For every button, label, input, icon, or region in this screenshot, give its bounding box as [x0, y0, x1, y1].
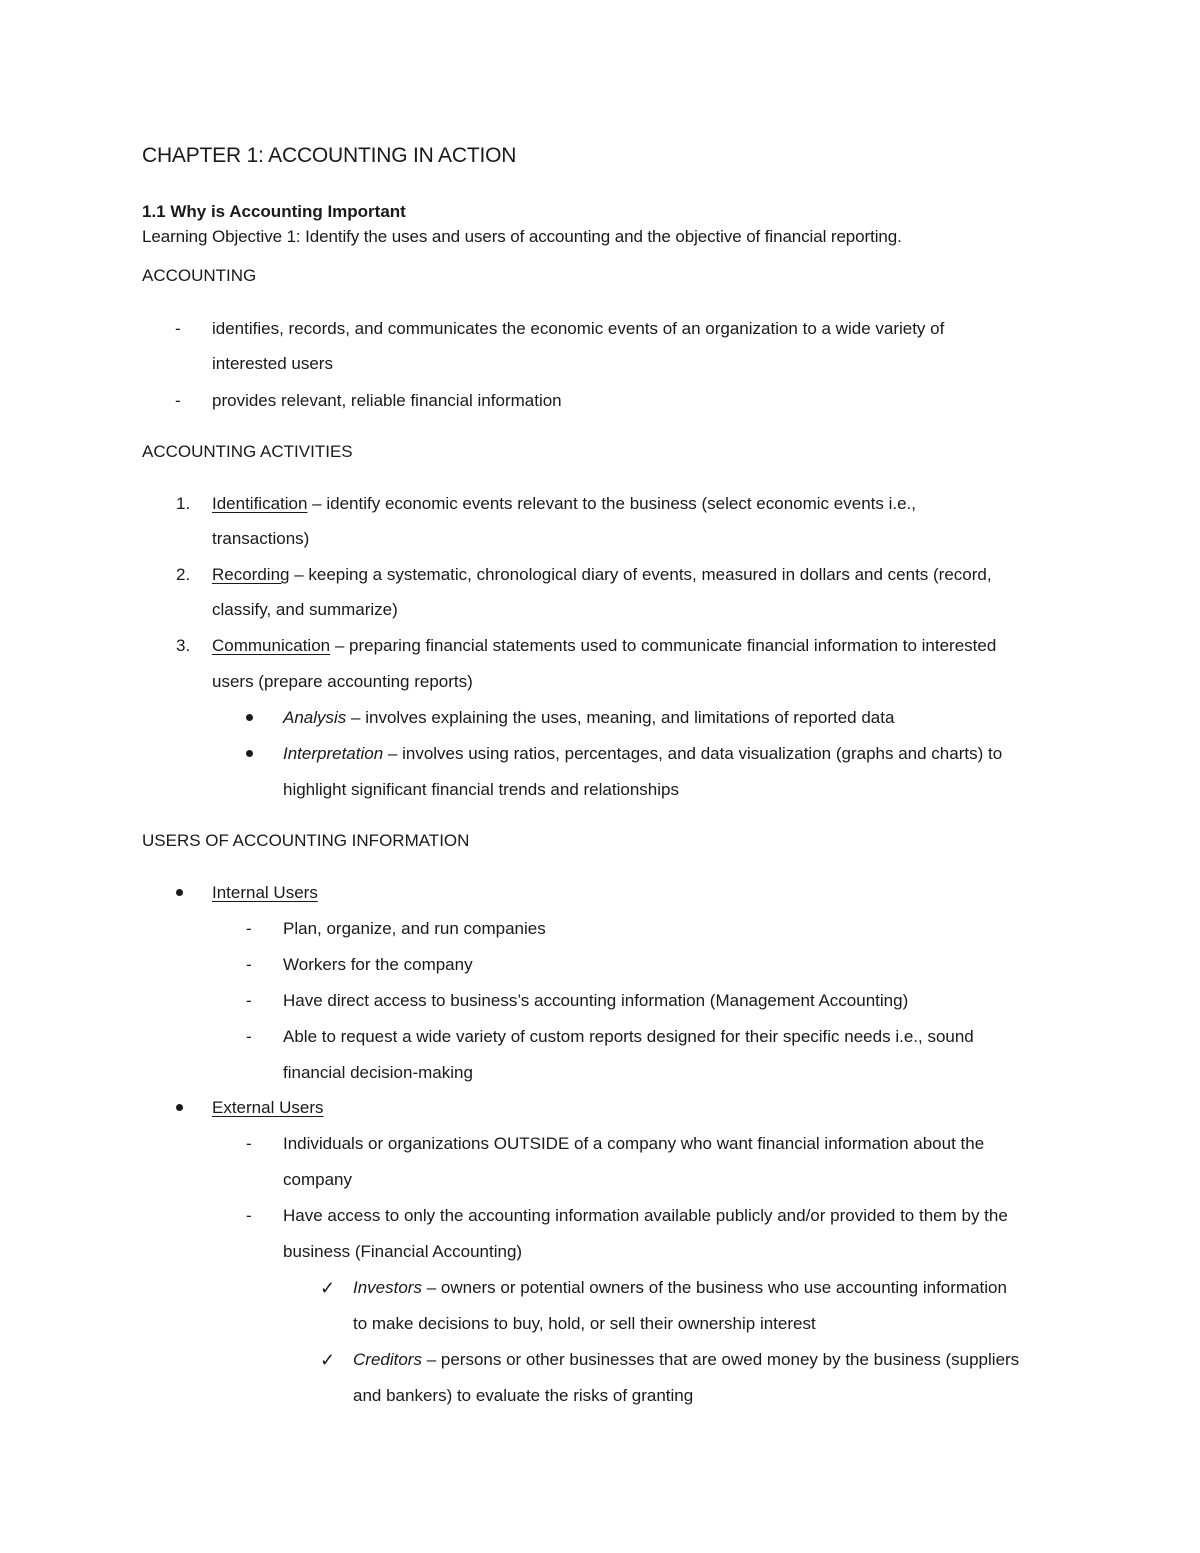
activity-item-3-line2: users (prepare accounting reports) [212, 672, 473, 691]
dash-bullet: - [246, 991, 252, 1010]
external-group-term: Investors [353, 1278, 422, 1297]
accounting-heading: ACCOUNTING [142, 266, 257, 285]
external-item-2-line1: Have access to only the accounting information available publicly and/or provided to them by the [283, 1206, 1008, 1225]
round-bullet [246, 750, 253, 757]
list-number: 2. [176, 565, 191, 584]
internal-item-2: Workers for the company [283, 955, 473, 974]
activity-term: Communication [212, 636, 331, 655]
dash-bullet: - [246, 955, 252, 974]
users-heading: USERS OF ACCOUNTING INFORMATION [142, 831, 470, 850]
internal-item-1: Plan, organize, and run companies [283, 919, 546, 938]
activity-item-3-line1: Communication – preparing financial statements used to communicate financial information to interested [212, 636, 997, 655]
section-heading: 1.1 Why is Accounting Important [142, 202, 406, 221]
external-users-label: External Users [212, 1098, 324, 1117]
activity-sub-term: Interpretation [283, 744, 384, 763]
internal-item-4-cont: financial decision-making [283, 1063, 473, 1082]
dash-bullet: - [246, 1027, 252, 1046]
round-bullet [176, 1104, 183, 1111]
activity-sub-2-line2: highlight significant financial trends and relationships [283, 780, 679, 799]
activity-sub-term: Analysis [283, 708, 347, 727]
activity-term: Recording [212, 565, 290, 584]
external-group-term: Creditors [353, 1350, 422, 1369]
round-bullet [176, 889, 183, 896]
round-bullet [246, 714, 253, 721]
external-item-1-line1: Individuals or organizations OUTSIDE of a company who want financial information about the [283, 1134, 985, 1153]
external-group-2-line1: Creditors – persons or other businesses that are owed money by the business (suppliers [353, 1350, 1020, 1369]
learning-objective: Learning Objective 1: Identify the uses and users of accounting and the objective of financial reporting. [142, 227, 902, 246]
activity-item-2-line2: classify, and summarize) [212, 600, 398, 619]
page-title: CHAPTER 1: ACCOUNTING IN ACTION [142, 144, 517, 167]
activity-item-1-line1: Identification – identify economic events relevant to the business (select economic events i.e., [212, 494, 916, 513]
external-item-1-line2: company [283, 1170, 352, 1189]
dash-bullet: - [175, 319, 181, 338]
internal-item-3: Have direct access to business’s accounting information (Management Accounting) [283, 991, 909, 1010]
internal-users-label: Internal Users [212, 883, 318, 902]
checkmark-icon: ✓ [320, 1350, 336, 1370]
dash-bullet: - [246, 1206, 252, 1225]
activity-sub-1: Analysis – involves explaining the uses, meaning, and limitations of reported data [283, 708, 895, 727]
list-number: 1. [176, 494, 191, 513]
accounting-item-1-line2: interested users [212, 354, 333, 373]
checkmark-icon: ✓ [320, 1278, 336, 1298]
activity-item-2-line1: Recording – keeping a systematic, chronological diary of events, measured in dollars and cents (record, [212, 565, 992, 584]
external-item-2-line2: business (Financial Accounting) [283, 1242, 523, 1261]
activity-term: Identification [212, 494, 308, 513]
dash-bullet: - [175, 391, 181, 410]
dash-bullet: - [246, 919, 252, 938]
external-group-1-line2: to make decisions to buy, hold, or sell their ownership interest [353, 1314, 816, 1333]
accounting-item-2: provides relevant, reliable financial information [212, 391, 562, 410]
external-group-2-line2: and bankers) to evaluate the risks of granting [353, 1386, 694, 1405]
dash-bullet: - [246, 1134, 252, 1153]
external-group-1-line1: Investors – owners or potential owners of the business who use accounting information [353, 1278, 1007, 1297]
activities-heading: ACCOUNTING ACTIVITIES [142, 442, 353, 461]
accounting-item-1-line1: identifies, records, and communicates the economic events of an organization to a wide variety of [212, 319, 945, 338]
internal-item-4: Able to request a wide variety of custom reports designed for their specific needs i.e., sound [283, 1027, 974, 1046]
list-number: 3. [176, 636, 191, 655]
activity-sub-2-line1: Interpretation – involves using ratios, percentages, and data visualization (graphs and charts) to [283, 744, 1003, 763]
activity-item-1-line2: transactions) [212, 529, 310, 548]
